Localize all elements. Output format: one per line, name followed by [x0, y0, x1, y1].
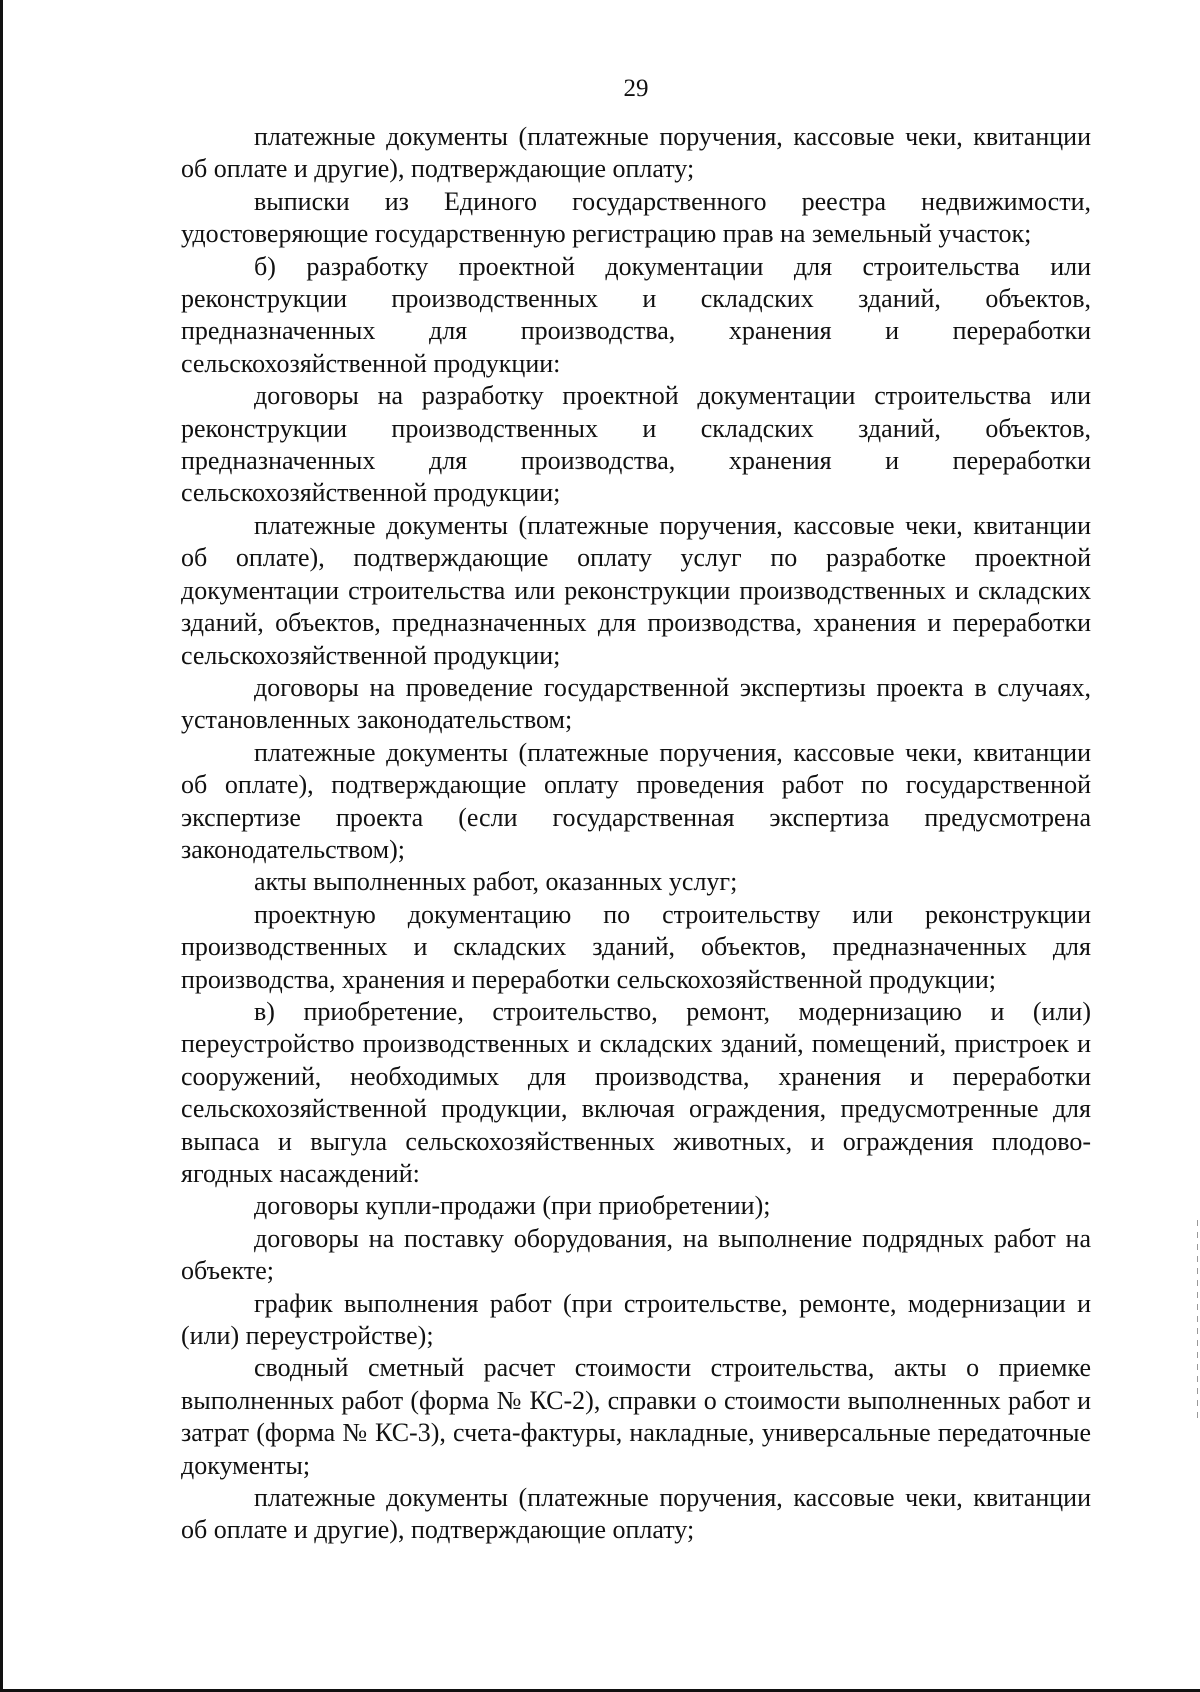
page-number: 29 — [623, 75, 649, 102]
paragraph: в) приобретение, строительство, ремонт, модернизацию и (или) переустройство производственных и складских зданий, помещений, пристроек и сооружений, необходимых для производства, хранения и переработки сельскохозяйственной продукции, включая ограждения, предусмотренные для выпаса и выгула сельскохозяйственных животных, и ограждения плодово-ягодных насаждений: — [181, 996, 1091, 1188]
paragraph: договоры купли-продажи (при приобретении); — [254, 1191, 771, 1221]
document-body — [181, 121, 1091, 1547]
paragraph: договоры на проведение государственной экспертизы проекта в случаях, установленных законодательством; — [181, 672, 1091, 735]
paragraph: график выполнения работ (при строительстве, ремонте, модернизации и (или) переустройстве); — [181, 1288, 1091, 1351]
paragraph: платежные документы (платежные поручения, кассовые чеки, квитанции об оплате), подтверждающие оплату проведения работ по государственной экспертизе проекта (если государственная экспертиза предусмотрена законодательством); — [181, 737, 1091, 864]
paragraph: платежные документы (платежные поручения, кассовые чеки, квитанции об оплате и другие), подтверждающие оплату; — [181, 122, 1091, 184]
paragraph: договоры на поставку оборудования, на выполнение подрядных работ на объекте; — [181, 1223, 1091, 1286]
paragraph: проектную документацию по строительству или реконструкции производственных и складских зданий, объектов, предназначенных для производства, хранения и переработки сельскохозяйственной продукции; — [181, 899, 1091, 994]
paragraph: б) разработку проектной документации для строительства или реконструкции производственных и складских зданий, объектов, предназначенных для производства, хранения и переработки сельскохозяйственной продукции: — [181, 251, 1091, 378]
paragraph: сводный сметный расчет стоимости строительства, акты о приемке выполненных работ (форма № КС-2), справки о стоимости выполненных работ и затрат (форма № КС-3), счета-фактуры, накладные, универсальные передаточные документы; — [181, 1353, 1091, 1480]
scan-artifact — [1197, 1220, 1198, 1420]
paragraph: платежные документы (платежные поручения, кассовые чеки, квитанции об оплате и другие), подтверждающие оплату; — [181, 1483, 1091, 1545]
scan-border-left — [0, 0, 3, 1692]
paragraph: платежные документы (платежные поручения, кассовые чеки, квитанции об оплате), подтверждающие оплату услуг по разработке проектной документации строительства или реконструкции производственных и складских зданий, объектов, предназначенных для производства, хранения и переработки сельскохозяйственной продукции; — [181, 510, 1091, 670]
paragraph: акты выполненных работ, оказанных услуг; — [254, 867, 738, 897]
paragraph: выписки из Единого государственного реестра недвижимости, удостоверяющие государственную регистрацию прав на земельный участок; — [181, 186, 1091, 249]
paragraph: договоры на разработку проектной документации строительства или реконструкции производственных и складских зданий, объектов, предназначенных для производства, хранения и переработки сельскохозяйственной продукции; — [181, 381, 1091, 508]
